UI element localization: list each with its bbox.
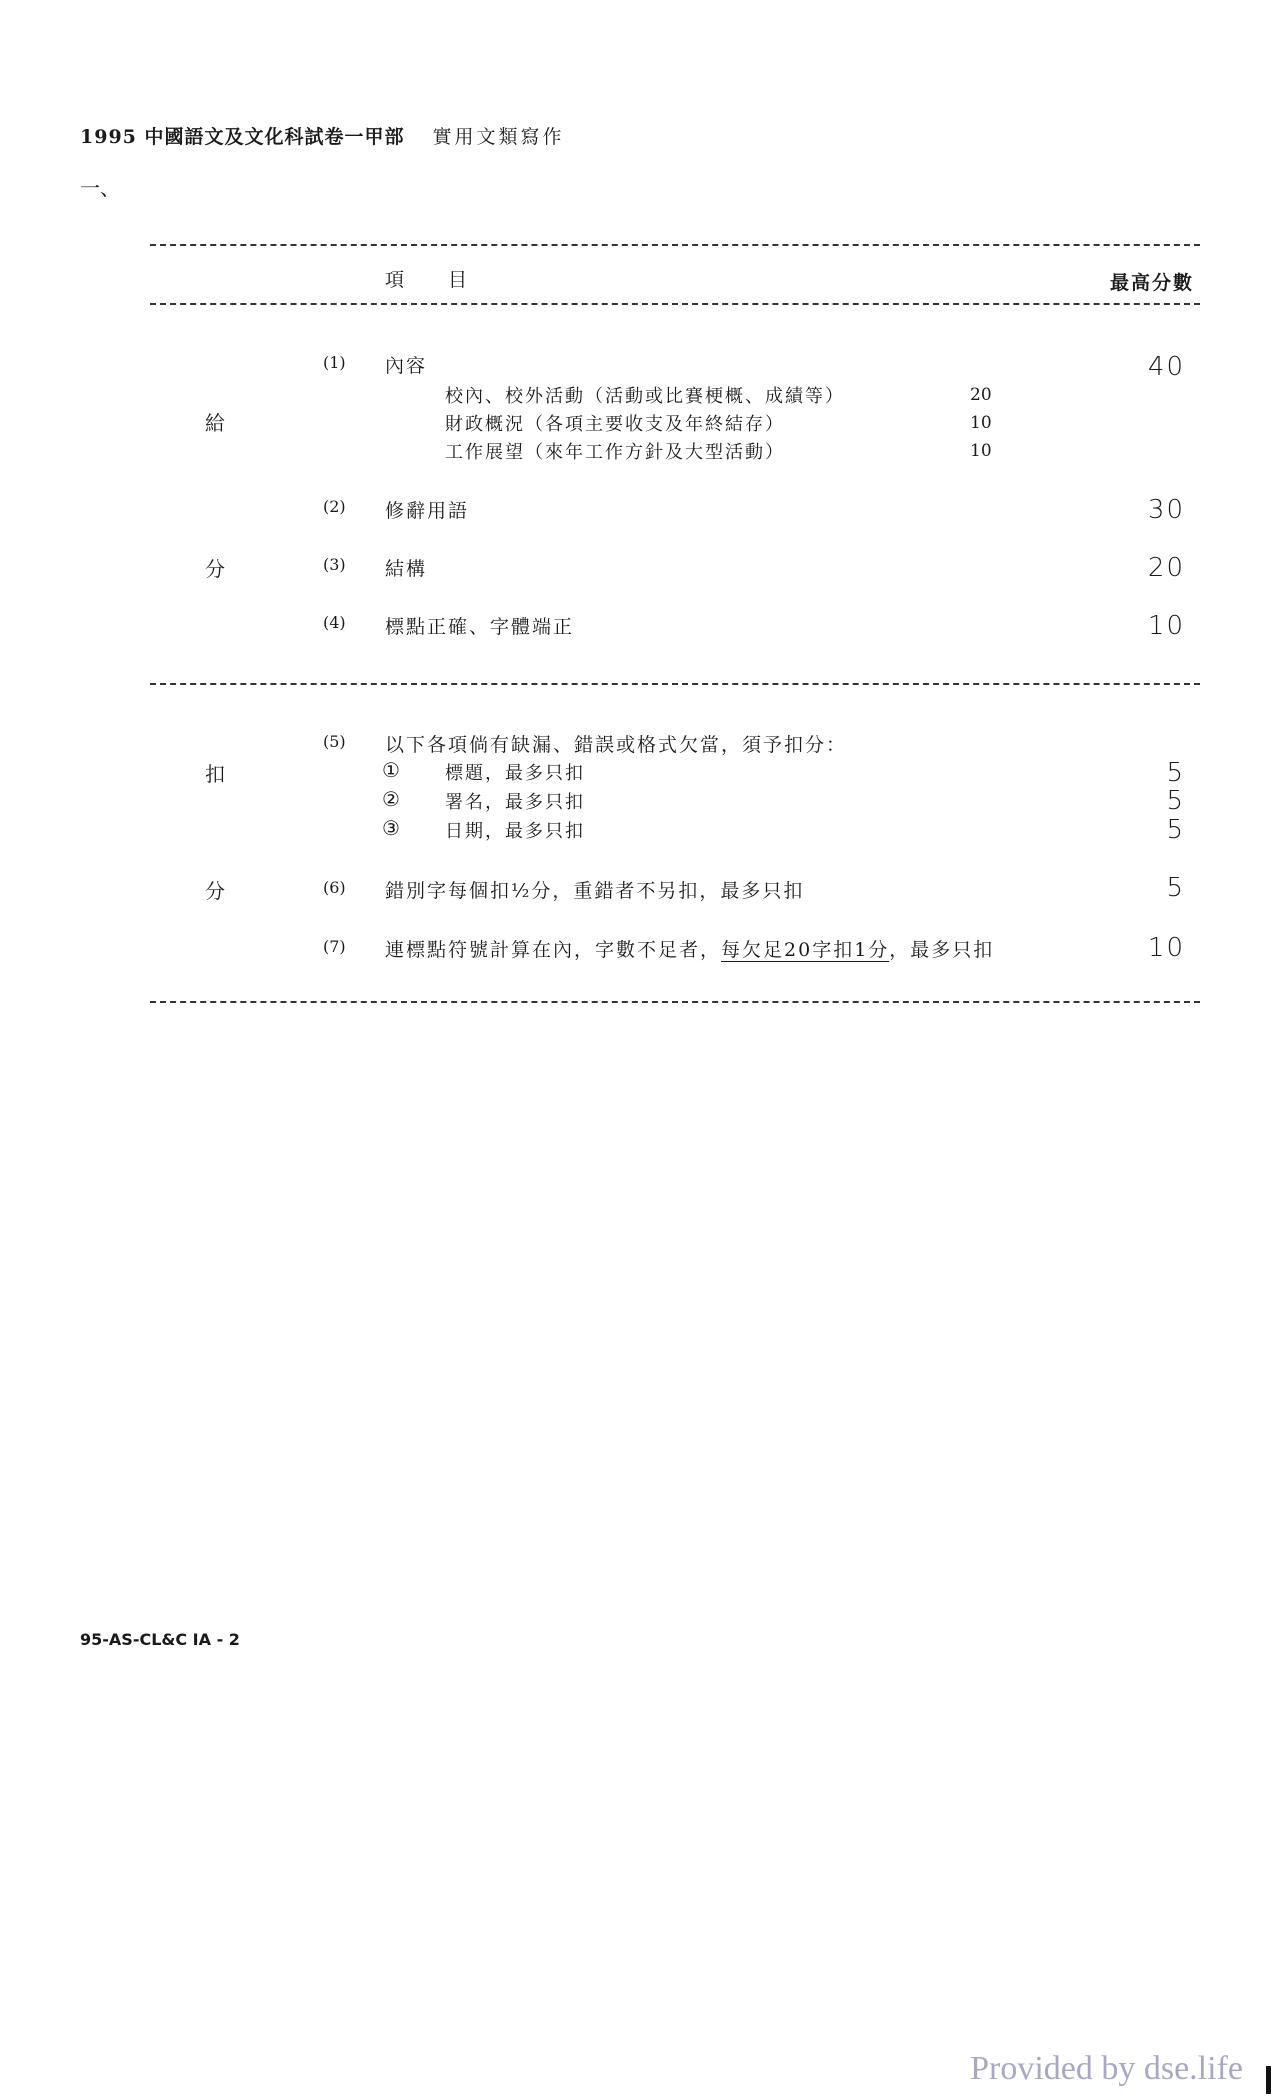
item-5-label: 以下各項倘有缺漏、錯誤或格式欠當，須予扣分： [385,734,848,756]
column-header-item: 項 目 [385,269,470,291]
item-1-label: 內容 [385,355,428,377]
deduct-section-label-1: 扣 [205,762,225,786]
table-bottom-rule [150,1001,1200,1003]
item-4-number: (4) [323,613,346,632]
item-4-score: 10 [1147,611,1185,641]
table-top-rule [150,244,1200,246]
item-5-sub-2-mark: ② [382,787,400,811]
item-1-sub-2-score: 10 [970,413,992,433]
item-6-label: 錯別字每個扣½分，重錯者不另扣，最多只扣 [385,880,805,902]
item-1-sub-2-text: 財政概況（各項主要收支及年終結存） [445,414,785,435]
paper-title-main: 1995 中國語文及文化科試卷一甲部 [80,126,405,148]
item-5-sub-1-text: 標題，最多只扣 [445,763,585,784]
item-3-score: 20 [1147,553,1185,583]
item-5-sub-3-mark: ③ [382,816,400,840]
award-section-label-2: 分 [205,557,225,581]
item-1-sub-3-score: 10 [970,441,992,461]
deduct-section-label-2: 分 [205,879,225,903]
item-7-label-underlined: 每欠足20字扣1分 [721,939,890,961]
paper-code: 95-AS-CL&C IA - 2 [80,1630,240,1649]
item-1-sub-1-text: 校內、校外活動（活動或比賽梗概、成績等） [445,386,845,407]
item-5-sub-3-score: 5 [1166,815,1185,845]
item-3-label: 結構 [385,558,428,580]
source-watermark: Provided by dse.life [970,2050,1243,2087]
item-1-sub-1-score: 20 [970,385,992,405]
item-3-number: (3) [323,555,346,574]
paper-subtitle: 實用文類寫作 [432,126,565,148]
question-number: 一、 [80,176,120,200]
item-7-number: (7) [323,937,346,956]
item-5-sub-2-text: 署名，最多只扣 [445,792,585,813]
item-6-number: (6) [323,878,346,897]
item-1-score: 40 [1147,352,1185,382]
column-header-max-score: 最高分數 [1110,272,1195,294]
item-4-label: 標點正確、字體端正 [385,616,575,638]
item-7-score: 10 [1147,933,1185,963]
item-7-label [385,935,994,962]
paper-title [80,122,565,149]
item-5-sub-2-score: 5 [1166,786,1185,816]
item-1-number: (1) [323,353,346,372]
item-2-label: 修辭用語 [385,500,470,522]
item-5-sub-3-text: 日期，最多只扣 [445,821,585,842]
item-7-label-end: ，最多只扣 [889,939,995,961]
item-5-number: (5) [323,732,346,751]
item-2-score: 30 [1147,495,1185,525]
scan-edge-mark [1266,2066,1271,2094]
item-5-sub-1-score: 5 [1166,758,1185,788]
table-header-rule [150,303,1200,305]
item-1-sub-3-text: 工作展望（來年工作方針及大型活動） [445,442,785,463]
section-divider-rule [150,683,1200,685]
item-6-score: 5 [1166,873,1185,903]
award-section-label-1: 給 [205,411,225,435]
item-5-sub-1-mark: ① [382,758,400,782]
item-2-number: (2) [323,497,346,516]
item-7-label-start: 連標點符號計算在內，字數不足者， [385,939,722,961]
